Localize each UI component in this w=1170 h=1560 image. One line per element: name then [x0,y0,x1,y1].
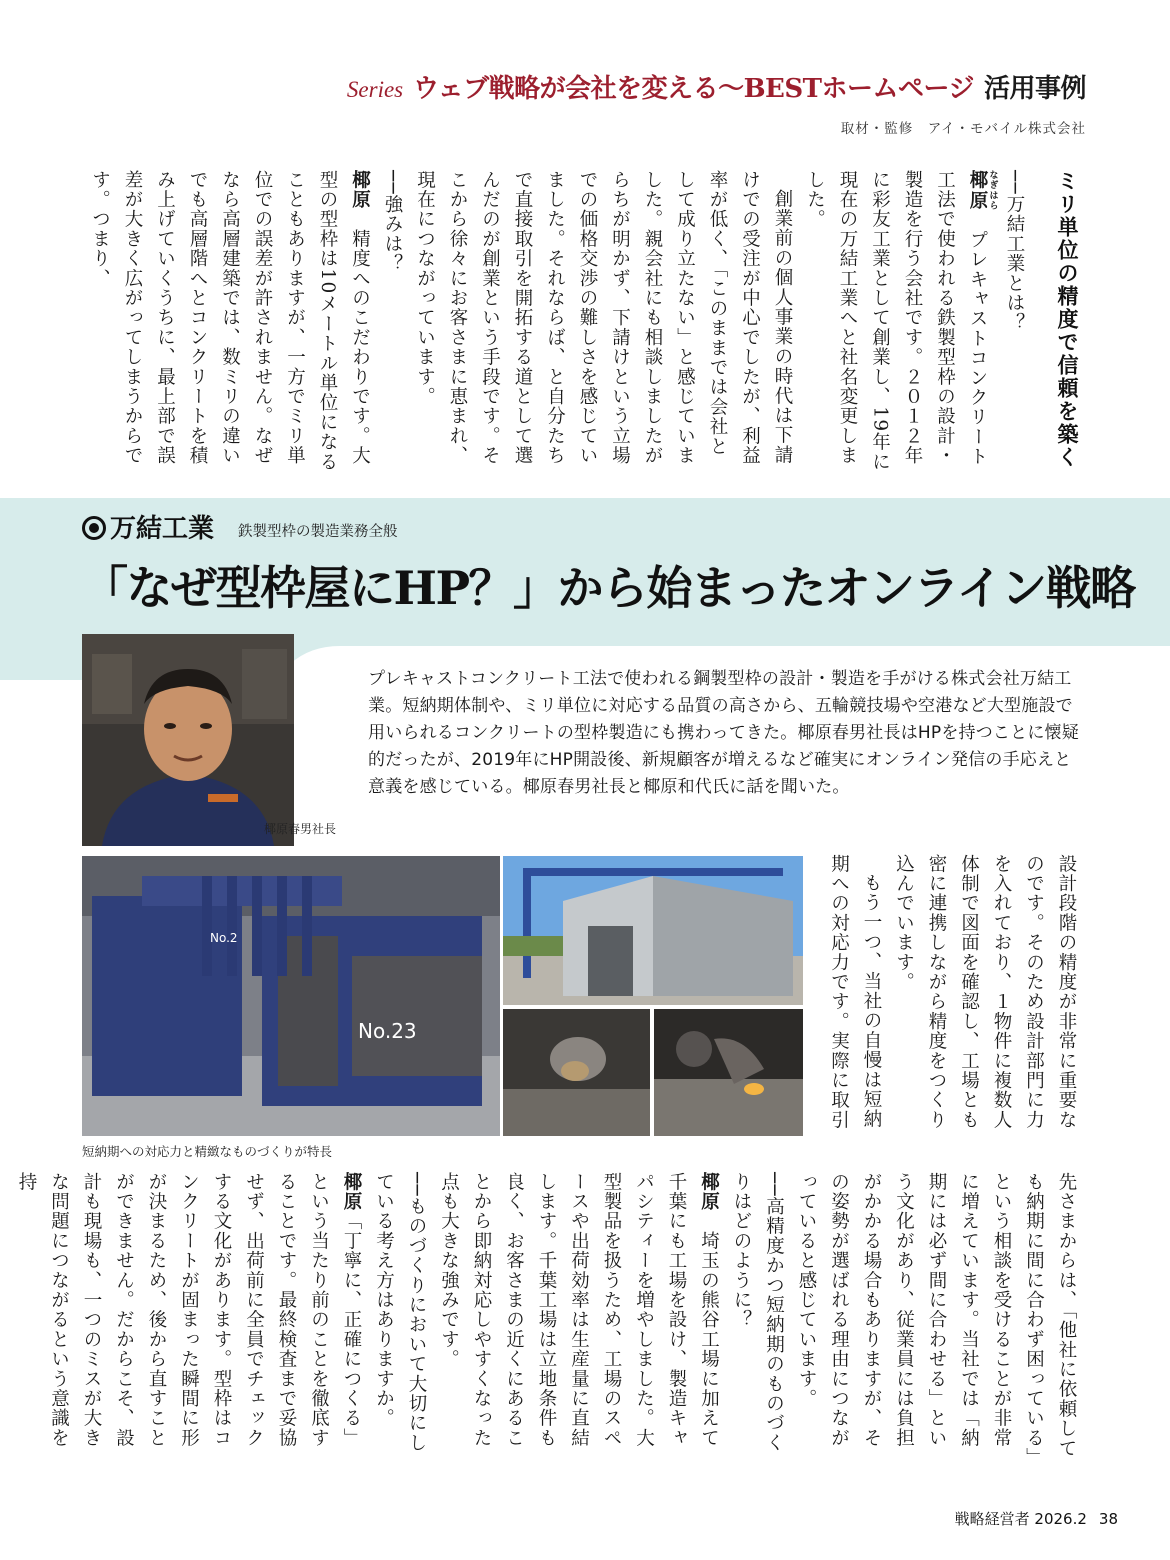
series-word: Series [346,77,404,102]
intro-lead: プレキャストコンクリート工法で使われる鋼製型枠の設計・製造を手がける株式会社万結工業。短納期体制や、ミリ単位に対応する品質の高さから、五輪競技場や空港など大型施設で用いられるコンクリートの型枠製造にも携わってきた。椰原春男社長はHPを持つことに懐疑的だったが、2019年にHP開設後、新規顧客が増えるなど確実にオンライン発信の手応えと意義を感じている。椰原春男社長と椰原和代氏に話を聞いた。 [368,669,1079,797]
portrait-caption: 椰原春男社長 [264,822,337,836]
bullseye-icon [82,516,106,540]
bottom-speaker-2: 椰原 [341,1172,362,1212]
page-footer [955,1508,1118,1529]
formwork-tag-a: No.2 [210,931,238,945]
page-number: 38 [1098,1510,1118,1528]
bottom-question-1: ──高精度かつ短納期のものづくりはどのように？ [731,1172,785,1453]
welding-photo [654,1009,803,1136]
grinding-photo [503,1009,650,1136]
credit-line: 取材・監修 アイ・モバイル株式会社 [840,121,1086,137]
bottom-answer-1 [432,1172,725,1462]
headline: 「なぜ型枠屋にHP？」から始まったオンライン戦略 [82,561,1135,615]
speaker-label: 椰原 [967,170,988,211]
bottom-answer-2 [10,1172,368,1462]
company-name-text: 万結工業 [110,514,215,544]
middle-paragraph-1: 設計段階の精度が非常に重要なのです。そのため設計部門に力を入れており、１物件に複数人体制で図面を確認し、工場とも密に連携しながら精度をつくり込んでいます。 [893,854,1077,1130]
portrait-photo [82,634,294,846]
bottom-speaker-1: 椰原 [698,1172,720,1212]
photos-caption: 短納期への対応力と精緻なものづくりが特長 [82,1144,333,1159]
speaker-ruby: なぎはら [987,170,998,211]
speaker-label-2: 椰原 [349,170,371,210]
factory-exterior-photo [503,856,803,1005]
company-name [82,508,214,545]
magazine-issue: 戦略経営者 2026.2 [954,1510,1087,1528]
answer-2-text: 精度へのこだわりです。大型の型枠は10メートル単位になることもありますが、一方でミリ単位での誤差が許されません。なぜなら高層建築では、数ミリの違いでも高層階へとコンクリートを積み上げていくうちに、最上部で誤差が大きく広がってしまうからです。つまり、 [89,170,371,472]
business-description: 鉄製型枠の製造業務全般 [238,524,398,540]
middle-paragraph-2: もう一つ、当社の自慢は短納期への対応力です。実際に取引 [828,854,882,1130]
paragraph-2: 創業前の個人事業の時代は下請けでの受注が中心でしたが、利益率が低く、「このままでは会社として成り立たない」と感じていました。親会社にも相談しましたがらちが明かず、下請けという立場での価格交渉の難しさを感じていました。それならば、と自分たちで直接取引を開拓する道として選んだのが創業という手段です。そこから徐々にお客さまに恵まれ、現在につながっています。 [414,170,793,466]
section-heading: ミリ単位の精度で信頼を築く [1055,170,1079,469]
answer-1-text: プレキャストコンクリート工法で使われる鉄製型枠の設計・製造を行う会社です。２０１２年に彩友工業として創業し、19年に現在の万結工業へと社名変更しました。 [804,170,988,472]
answer-1 [798,170,998,472]
series-header [347,68,1086,108]
series-subtitle: 活用事例 [983,74,1086,104]
answer-2 [83,170,376,472]
question-1: ──万結工業とは？ [1004,170,1025,333]
series-title: ウェブ戦略が会社を変える〜BESTホームページ [413,74,974,104]
bottom-article-text [16,1172,1082,1462]
bottom-answer-1-text: 埼玉の熊谷工場に加えて千葉にも工場を設け、製造キャパシティーを増やしました。大型製品を扱うため、工場のスペースや出荷効率は生産量に直結します。千葉工場は立地条件も良く、お客さまの近くにあることから即納対応しやすくなった点も大きな強みです。 [438,1172,720,1448]
middle-article-text [820,854,1082,1134]
formwork-tag-b: No.23 [358,1019,417,1043]
question-2: ──強みは？ [382,170,403,274]
bottom-question-2: ──ものづくりにおいて大切にしている考え方はありますか。 [373,1172,427,1453]
bottom-paragraph-1: 先さまからは、「他社に依頼しても納期に間に合わず困っている」という相談を受けることが非常に増えています。当社では「納期には必ず間に合わせる」という文化があり、従業員には負担がかかる場合もありますが、その姿勢が選ばれる理由につながっていると感じています。 [796,1172,1077,1459]
top-article-text [78,170,1030,472]
bottom-answer-2-text: 「丁寧に、正確につくる」という当たり前のことを徹底することです。最終検査まで妥協せず、出荷前に全員でチェックする文化があります。型枠はコンクリートが固まった瞬間に形が決まるため、後から直すことができません。だからこそ、設計も現場も、一つのミスが大きな問題につながるという意識を持 [16,1172,362,1448]
formwork-photo [82,856,500,1136]
